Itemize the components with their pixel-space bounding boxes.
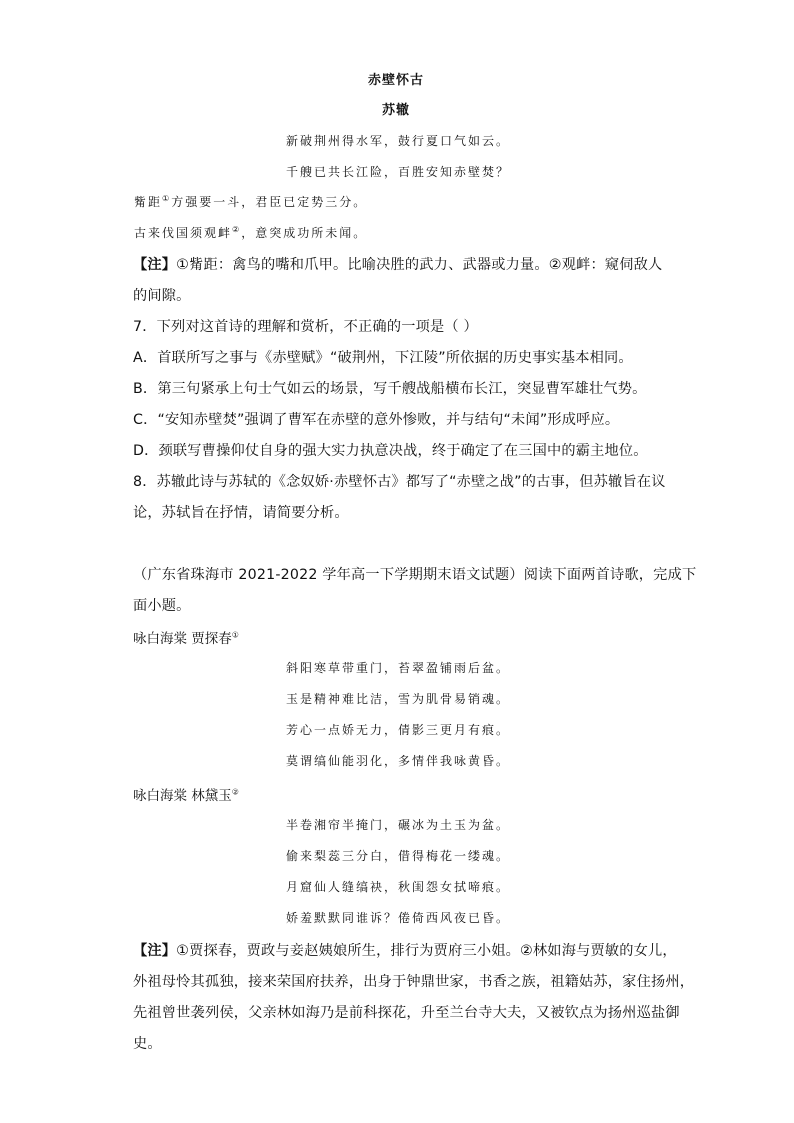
poem1-author: 苏辙 xyxy=(382,103,411,118)
verse-text: ，意突成功所未闻。 xyxy=(241,226,368,240)
footnote-marker: ① xyxy=(231,630,239,640)
note2-line-1 xyxy=(133,940,677,960)
poem2-verse-2: 玉是精神难比洁，雪为肌骨易销魂。 xyxy=(286,692,511,706)
section-intro-line-2: 面小题。 xyxy=(133,598,191,614)
poem1-verse-3 xyxy=(134,193,367,210)
poem2-verse-4: 莫谓缟仙能羽化，多情伴我咏黄昏。 xyxy=(286,754,511,768)
poem1-verse-2: 千艘已共长江险，百胜安知赤壁焚？ xyxy=(286,165,511,179)
poem2-verse-1: 斜阳寒草带重门，苔翠盈铺雨后盆。 xyxy=(286,661,511,675)
poem1-title: 赤壁怀古 xyxy=(368,73,425,88)
question-7-option-a: A．首联所写之事与《赤壁赋》“破荆州，下江陵”所依据的历史事实基本相同。 xyxy=(133,350,633,366)
question-8-line-2: 论，苏轼旨在抒情，请简要分析。 xyxy=(133,505,349,521)
note-label: 【注】 xyxy=(133,257,177,273)
title-text: 咏白海棠 贾探春 xyxy=(133,631,232,647)
question-7-stem: 7．下列对这首诗的理解和赏析，不正确的一项是（ ） xyxy=(133,319,478,335)
note1-line-1 xyxy=(133,254,662,274)
footnote-marker: ② xyxy=(232,225,242,234)
verse-text: 觜距 xyxy=(134,195,163,209)
verse-text: 方强要一斗，君臣已定势三分。 xyxy=(171,195,368,209)
question-7-option-d: D．颈联写曹操仰仗自身的强大实力执意决战，终于确定了在三国中的霸主地位。 xyxy=(133,443,648,459)
note-text: ①觜距：禽鸟的嘴和爪甲。比喻决胜的武力、武器或力量。②观衅：窥伺敌人 xyxy=(176,257,663,273)
note-text: ①贾探春，贾政与妾赵姨娘所生，排行为贾府三小姐。②林如海与贾敏的女儿， xyxy=(176,943,677,959)
footnote-marker: ② xyxy=(231,787,239,797)
poem3-verse-4: 娇羞默默同谁诉？倦倚西风夜已昏。 xyxy=(286,911,511,925)
poem2-title xyxy=(133,627,239,647)
footnote-marker: ① xyxy=(162,194,172,203)
note-label: 【注】 xyxy=(133,943,177,959)
poem1-verse-1: 新破荆州得水军，鼓行夏口气如云。 xyxy=(286,134,511,148)
question-7-option-b: B．第三句紧承上句士气如云的场景，写千艘战船横布长江，突显曹军雄壮气势。 xyxy=(133,381,647,397)
poem1-verse-4 xyxy=(134,224,367,241)
title-text: 咏白海棠 林黛玉 xyxy=(133,788,232,804)
note2-line-3: 先祖曾世袭列侯，父亲林如海乃是前科探花，升至兰台寺大夫，又被钦点为扬州巡盐御 xyxy=(133,1005,680,1021)
poem3-title xyxy=(133,784,239,804)
note2-line-4: 史。 xyxy=(133,1036,162,1052)
poem3-verse-1: 半卷湘帘半掩门，碾冰为土玉为盆。 xyxy=(286,818,511,832)
question-7-option-c: C．“安知赤壁焚”强调了曹军在赤壁的意外惨败，并与结句“未闻”形成呼应。 xyxy=(133,412,620,428)
poem3-verse-2: 偷来梨蕊三分白，借得梅花一缕魂。 xyxy=(286,849,511,863)
question-8-line-1: 8．苏辙此诗与苏轼的《念奴娇·赤壁怀古》都写了“赤壁之战”的古事，但苏辙旨在议 xyxy=(133,474,666,490)
note1-line-2: 的间隙。 xyxy=(133,288,191,304)
verse-text: 古来伐国须观衅 xyxy=(134,226,233,240)
note2-line-2: 外祖母怜其孤独，接来荣国府扶养，出身于钟鼎世家，书香之族，祖籍姑苏，家住扬州， xyxy=(133,974,695,990)
poem3-verse-3: 月窟仙人缝缟袂，秋闺怨女拭啼痕。 xyxy=(286,880,511,894)
section-intro-line-1: （广东省珠海市 2021-2022 学年高一下学期期末语文试题）阅读下面两首诗歌，完成下 xyxy=(133,567,697,583)
poem2-verse-3: 芳心一点娇无力，倩影三更月有痕。 xyxy=(286,723,511,737)
